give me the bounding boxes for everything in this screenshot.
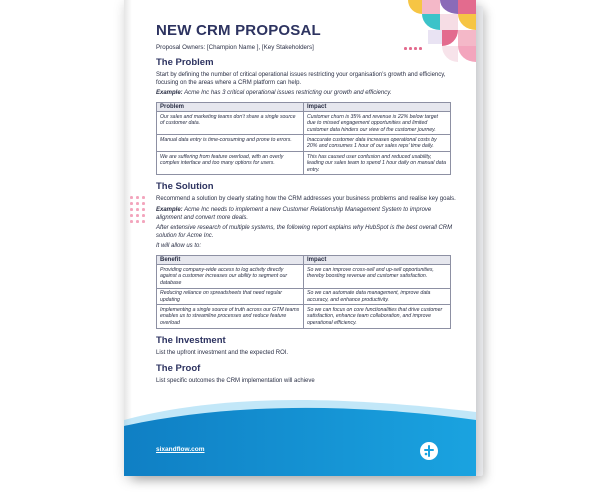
proposal-owners: Proposal Owners: [Champion Name ], [Key Stakeholders]: [156, 44, 314, 51]
table-cell: Reducing reliance on spreadsheets that need regular updating: [157, 288, 304, 305]
table-row: [157, 305, 451, 328]
footer-wave: [124, 386, 476, 476]
investment-text: List the upfront investment and the expected ROI.: [156, 349, 289, 356]
solution-example-label: Example:: [156, 207, 183, 214]
table-cell: So we can improve cross-sell and up-sell opportunities, thereby boosting revenue and customer satisfaction.: [304, 265, 451, 288]
problem-table-header: [157, 102, 451, 111]
benefit-col-header: Benefit: [157, 256, 304, 265]
proof-heading: The Proof: [156, 363, 201, 375]
problem-col-header: Problem: [157, 102, 304, 111]
benefit-table-header: [157, 256, 451, 265]
table-cell: So we can focus on core functionalities that drive customer satisfaction, enhance team collaboration, and improve operational efficiency.: [304, 305, 451, 328]
document-title: NEW CRM PROPOSAL: [156, 22, 321, 39]
table-cell: Manual data entry is time-consuming and prone to errors.: [157, 135, 304, 152]
table-cell: Implementing a single source of truth across our GTM teams enables us to streamline processes and reduce feature overload: [157, 305, 304, 328]
impact-col-header: Impact: [304, 256, 451, 265]
table-row: [157, 152, 451, 175]
table-row: [157, 265, 451, 288]
table-row: [157, 288, 451, 305]
problem-example: [156, 90, 456, 98]
problem-intro: Start by defining the number of critical operational issues restricting your organisation’s growth and efficiency, focusing on the areas where a CRM platform can help.: [156, 72, 446, 86]
table-row: [157, 112, 451, 135]
table-cell: Our sales and marketing teams don’t share a single source of customer data.: [157, 112, 304, 135]
solution-report-text: After extensive research of multiple systems, the following report explains why HubSpot is the best overall CRM solution for Acme Inc.: [156, 225, 453, 239]
proof-text: List specific outcomes the CRM implementation will achieve: [156, 378, 315, 385]
solution-example: [156, 207, 456, 222]
table-row: [157, 135, 451, 152]
problem-example-text: Acme Inc has 3 critical operational issues restricting our growth and efficiency.: [184, 90, 392, 97]
footer-website-link[interactable]: sixandflow.com: [156, 446, 205, 453]
sixandflow-logo-icon: [420, 442, 438, 460]
page-content: [156, 22, 456, 389]
problem-table: [156, 102, 451, 176]
table-cell: Providing company-wide access to log activity directly against a customer increases our ability to segment our database: [157, 265, 304, 288]
solution-allow-text: It will allow us to:: [156, 243, 202, 250]
proposal-page: [124, 0, 476, 476]
table-cell: This has caused user confusion and reduced usability, leading our sales team to spend 1 hour daily on manual data entry.: [304, 152, 451, 175]
table-cell: Customer churn is 35% and revenue is 22% below target due to missed engagement opportunities and limited customer data hinders our view of the customer journey.: [304, 112, 451, 135]
table-cell: Inaccurate customer data increases operational costs by 20% and consumes 1 hour of our sales reps’ time daily.: [304, 135, 451, 152]
problem-heading: The Problem: [156, 57, 214, 68]
benefit-table: [156, 255, 451, 329]
problem-example-label: Example:: [156, 90, 183, 97]
investment-heading: The Investment: [156, 334, 226, 346]
solution-intro: Recommend a solution by clearly stating how the CRM addresses your business problems and realise key goals.: [156, 196, 456, 203]
table-cell: So we can automate data management, improve data accuracy, and enhance productivity.: [304, 288, 451, 305]
impact-col-header: Impact: [304, 102, 451, 111]
table-cell: We are suffering from feature overload, with an overly complex interface and too many options for users.: [157, 152, 304, 175]
solution-example-text: Acme Inc needs to implement a new Customer Relationship Management System to improve alignment and convert more deals.: [156, 207, 432, 221]
solution-heading: The Solution: [156, 181, 214, 193]
